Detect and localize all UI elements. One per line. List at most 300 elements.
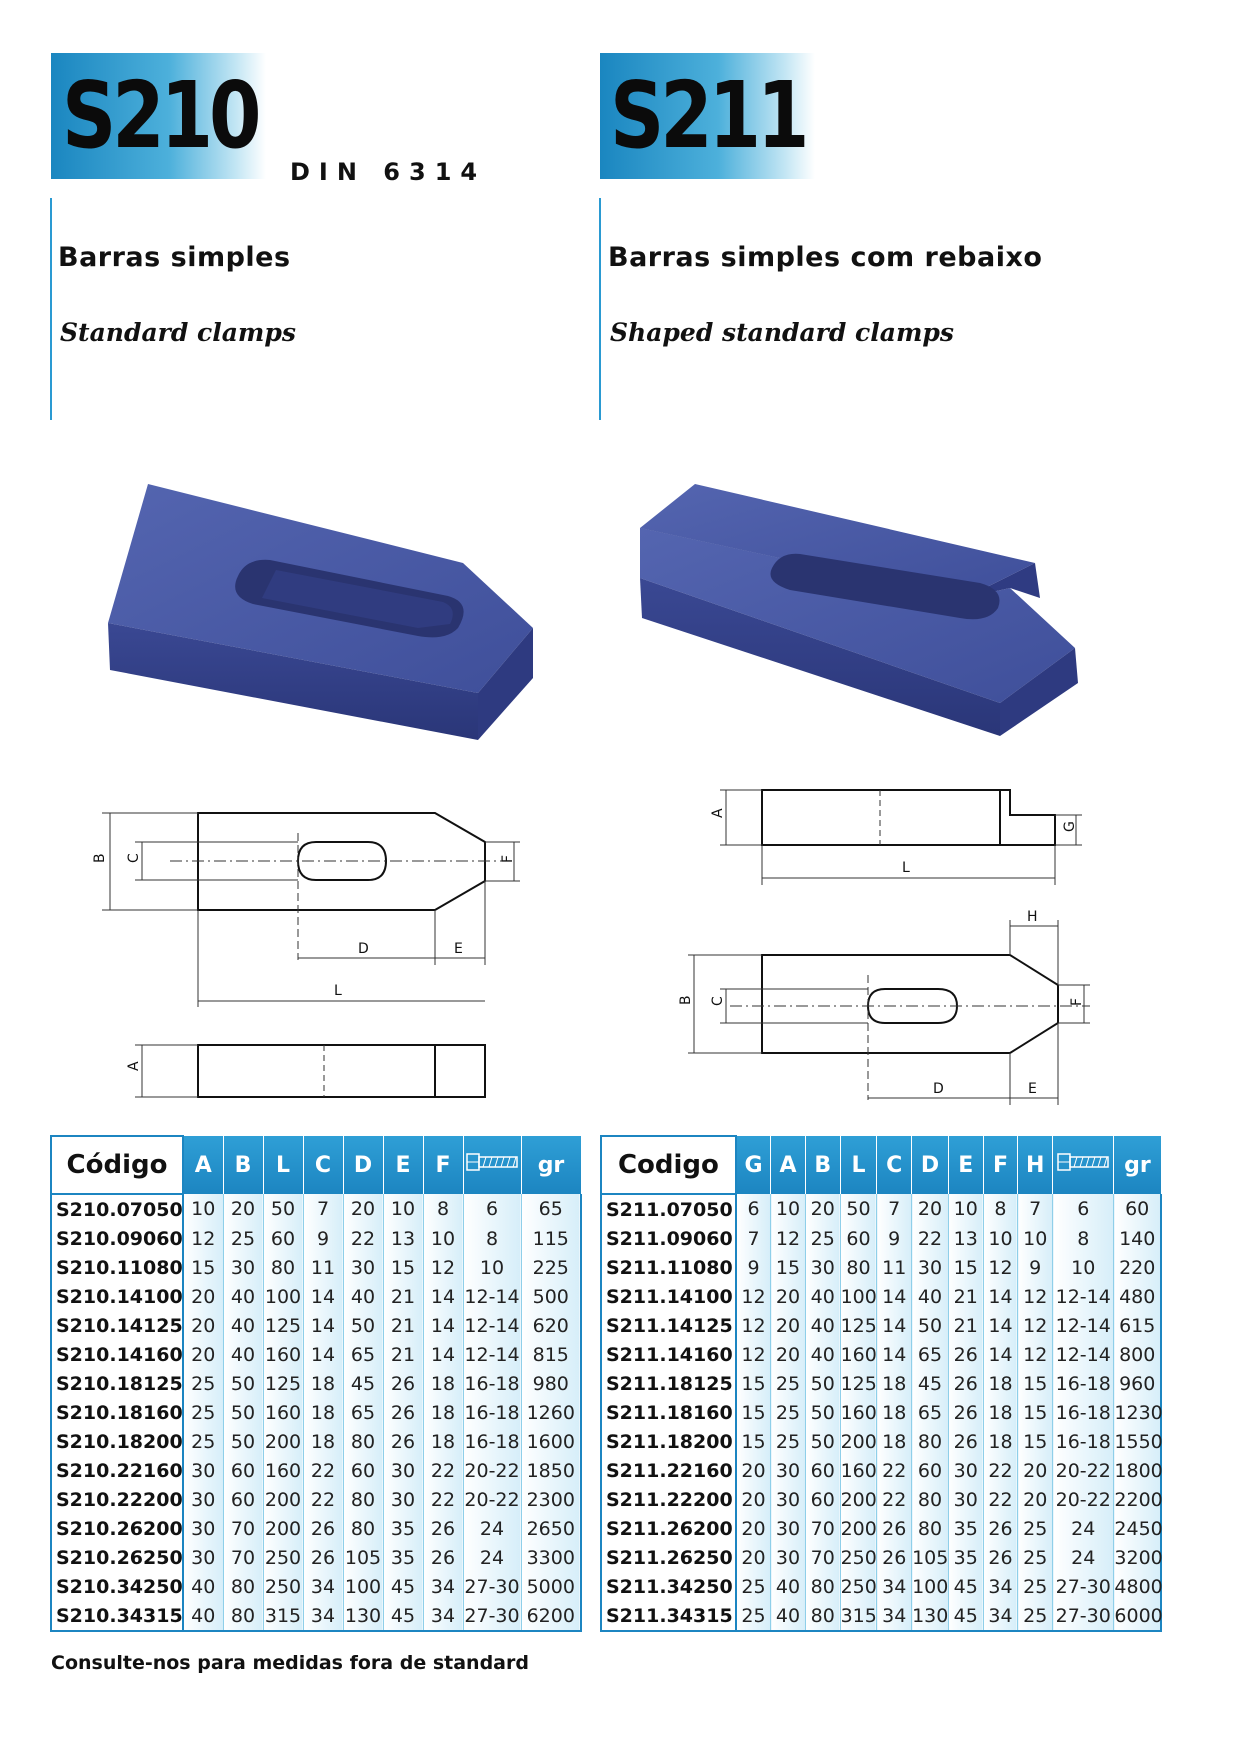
table-row	[601, 1427, 1161, 1456]
table-cell: 60	[1114, 1194, 1161, 1224]
column-header: G	[736, 1136, 771, 1194]
dim-b-label: B	[92, 853, 108, 863]
table-row	[51, 1398, 581, 1427]
s211-code: S211	[610, 62, 806, 169]
table-cell: 16-18	[463, 1369, 521, 1398]
table-cell: 60	[343, 1456, 383, 1485]
table-cell: 26	[877, 1543, 912, 1572]
table-cell: 26	[303, 1514, 343, 1543]
table-cell: 6	[1053, 1194, 1114, 1224]
table-cell: 22	[423, 1485, 463, 1514]
table-cell: 14	[877, 1340, 912, 1369]
table-cell: 26	[948, 1340, 983, 1369]
table-cell: 14	[983, 1311, 1018, 1340]
product-code-cell: S211.18200	[601, 1427, 736, 1456]
table-cell: 100	[840, 1282, 877, 1311]
s210-technical-drawing	[90, 785, 540, 1105]
table-cell: 15	[736, 1427, 771, 1456]
dim-e-label: E	[454, 941, 463, 957]
table-cell: 315	[263, 1601, 303, 1631]
table-cell: 800	[1114, 1340, 1161, 1369]
table-row	[51, 1456, 581, 1485]
table-cell: 160	[840, 1456, 877, 1485]
table-cell: 25	[1018, 1601, 1053, 1631]
table-cell: 27-30	[1053, 1601, 1114, 1631]
product-code-cell: S211.22200	[601, 1485, 736, 1514]
product-code-cell: S210.14100	[51, 1282, 183, 1311]
column-header: B	[805, 1136, 840, 1194]
table-cell: 35	[948, 1543, 983, 1572]
table-cell: 15	[383, 1253, 423, 1282]
table-cell: 20	[183, 1340, 223, 1369]
table-cell: 25	[805, 1224, 840, 1253]
table-cell: 200	[840, 1427, 877, 1456]
product-code-cell: S211.34315	[601, 1601, 736, 1631]
table-cell: 45	[383, 1601, 423, 1631]
dim-d-label: D	[933, 1081, 944, 1097]
product-code-cell: S211.18160	[601, 1398, 736, 1427]
table-cell: 10	[1018, 1224, 1053, 1253]
product-code-cell: S210.26200	[51, 1514, 183, 1543]
dim-a-label: A	[126, 1061, 142, 1071]
table-cell: 12-14	[1053, 1282, 1114, 1311]
table-cell: 11	[303, 1253, 343, 1282]
table-cell: 14	[983, 1282, 1018, 1311]
table-cell: 12	[1018, 1282, 1053, 1311]
table-cell: 160	[840, 1398, 877, 1427]
table-cell: 14	[877, 1282, 912, 1311]
table-cell: 34	[877, 1572, 912, 1601]
table-cell: 12	[423, 1253, 463, 1282]
table-cell: 30	[383, 1456, 423, 1485]
table-cell: 1230	[1114, 1398, 1161, 1427]
right-divider	[599, 198, 601, 420]
table-cell: 40	[805, 1311, 840, 1340]
product-code-cell: S211.26200	[601, 1514, 736, 1543]
table-cell: 20	[771, 1340, 806, 1369]
left-divider	[50, 198, 52, 420]
table-cell: 40	[183, 1572, 223, 1601]
table-cell: 125	[840, 1369, 877, 1398]
column-header: L	[840, 1136, 877, 1194]
table-cell: 7	[736, 1224, 771, 1253]
table-cell: 45	[912, 1369, 949, 1398]
bolt-column-header	[1053, 1136, 1114, 1194]
table-cell: 250	[840, 1543, 877, 1572]
code-column-header: Codigo	[601, 1136, 736, 1194]
table-cell: 2300	[521, 1485, 581, 1514]
table-cell: 6	[463, 1194, 521, 1224]
product-code-cell: S210.18160	[51, 1398, 183, 1427]
table-cell: 12-14	[463, 1311, 521, 1340]
table-cell: 30	[183, 1485, 223, 1514]
table-cell: 34	[983, 1572, 1018, 1601]
table-cell: 21	[383, 1282, 423, 1311]
table-cell: 12	[1018, 1340, 1053, 1369]
table-row	[601, 1224, 1161, 1253]
table-cell: 10	[383, 1194, 423, 1224]
table-row	[51, 1572, 581, 1601]
table-cell: 60	[912, 1456, 949, 1485]
table-cell: 60	[223, 1485, 263, 1514]
table-cell: 25	[223, 1224, 263, 1253]
table-cell: 15	[736, 1369, 771, 1398]
table-cell: 8	[1053, 1224, 1114, 1253]
table-cell: 35	[383, 1514, 423, 1543]
table-cell: 80	[912, 1485, 949, 1514]
table-cell: 105	[912, 1543, 949, 1572]
table-cell: 10	[948, 1194, 983, 1224]
table-cell: 40	[223, 1282, 263, 1311]
table-cell: 250	[263, 1572, 303, 1601]
table-cell: 3200	[1114, 1543, 1161, 1572]
table-cell: 160	[263, 1456, 303, 1485]
table-cell: 15	[948, 1253, 983, 1282]
table-cell: 160	[263, 1340, 303, 1369]
dim-a-label: A	[710, 808, 726, 818]
table-cell: 15	[736, 1398, 771, 1427]
table-cell: 30	[771, 1485, 806, 1514]
product-code-cell: S210.07050	[51, 1194, 183, 1224]
table-row	[51, 1514, 581, 1543]
table-cell: 30	[183, 1514, 223, 1543]
table-cell: 12-14	[1053, 1311, 1114, 1340]
table-cell: 22	[343, 1224, 383, 1253]
column-header: E	[383, 1136, 423, 1194]
table-cell: 9	[303, 1224, 343, 1253]
table-cell: 10	[771, 1194, 806, 1224]
table-cell: 200	[263, 1514, 303, 1543]
table-cell: 12-14	[1053, 1340, 1114, 1369]
table-cell: 22	[983, 1456, 1018, 1485]
table-cell: 25	[1018, 1543, 1053, 1572]
product-code-cell: S210.22160	[51, 1456, 183, 1485]
table-row	[601, 1572, 1161, 1601]
table-cell: 25	[736, 1601, 771, 1631]
table-cell: 35	[948, 1514, 983, 1543]
table-cell: 20-22	[463, 1456, 521, 1485]
table-cell: 18	[303, 1369, 343, 1398]
table-row	[51, 1253, 581, 1282]
table-cell: 20	[805, 1194, 840, 1224]
table-cell: 9	[1018, 1253, 1053, 1282]
s211-spec-table	[600, 1135, 1162, 1632]
product-code-cell: S211.14125	[601, 1311, 736, 1340]
table-cell: 30	[383, 1485, 423, 1514]
table-cell: 2650	[521, 1514, 581, 1543]
product-code-cell: S211.14160	[601, 1340, 736, 1369]
table-cell: 30	[771, 1456, 806, 1485]
table-cell: 25	[771, 1369, 806, 1398]
table-cell: 25	[1018, 1514, 1053, 1543]
table-cell: 40	[912, 1282, 949, 1311]
table-cell: 34	[423, 1601, 463, 1631]
table-cell: 20	[736, 1543, 771, 1572]
table-cell: 200	[840, 1485, 877, 1514]
table-row	[601, 1514, 1161, 1543]
table-cell: 30	[223, 1253, 263, 1282]
weight-column-header: gr	[1114, 1136, 1161, 1194]
column-header: C	[303, 1136, 343, 1194]
table-cell: 14	[983, 1340, 1018, 1369]
table-cell: 6200	[521, 1601, 581, 1631]
table-row	[601, 1340, 1161, 1369]
bolt-icon	[466, 1151, 518, 1173]
table-cell: 34	[303, 1601, 343, 1631]
table-cell: 16-18	[1053, 1398, 1114, 1427]
table-cell: 25	[183, 1427, 223, 1456]
dim-l-label: L	[334, 983, 342, 999]
table-cell: 26	[948, 1398, 983, 1427]
table-cell: 18	[423, 1427, 463, 1456]
s210-code: S210	[62, 62, 258, 169]
table-cell: 200	[263, 1427, 303, 1456]
table-row	[51, 1543, 581, 1572]
table-cell: 60	[263, 1224, 303, 1253]
dim-h-label: H	[1027, 909, 1038, 925]
product-code-cell: S210.14160	[51, 1340, 183, 1369]
table-row	[51, 1224, 581, 1253]
table-cell: 1800	[1114, 1456, 1161, 1485]
table-cell: 12	[183, 1224, 223, 1253]
dim-g-label: G	[1062, 821, 1078, 832]
table-cell: 315	[840, 1601, 877, 1631]
table-cell: 2200	[1114, 1485, 1161, 1514]
table-cell: 50	[840, 1194, 877, 1224]
dim-d-label: D	[358, 941, 369, 957]
table-cell: 27-30	[463, 1572, 521, 1601]
table-cell: 4800	[1114, 1572, 1161, 1601]
table-cell: 20-22	[1053, 1456, 1114, 1485]
table-cell: 100	[263, 1282, 303, 1311]
table-cell: 25	[183, 1369, 223, 1398]
product-code-cell: S211.18125	[601, 1369, 736, 1398]
table-cell: 250	[840, 1572, 877, 1601]
table-cell: 50	[223, 1427, 263, 1456]
table-cell: 21	[948, 1311, 983, 1340]
footer-note: Consulte-nos para medidas fora de standard	[51, 1652, 529, 1674]
table-cell: 12-14	[463, 1282, 521, 1311]
s211-title-en: Shaped standard clamps	[610, 318, 954, 347]
table-cell: 960	[1114, 1369, 1161, 1398]
table-cell: 18	[423, 1369, 463, 1398]
table-cell: 12	[736, 1311, 771, 1340]
table-cell: 14	[303, 1340, 343, 1369]
table-cell: 18	[983, 1369, 1018, 1398]
table-cell: 34	[983, 1601, 1018, 1631]
table-cell: 22	[303, 1456, 343, 1485]
s211-title-pt: Barras simples com rebaixo	[608, 242, 1043, 273]
table-row	[51, 1340, 581, 1369]
table-cell: 26	[877, 1514, 912, 1543]
table-cell: 34	[877, 1601, 912, 1631]
column-header: A	[183, 1136, 223, 1194]
table-cell: 80	[912, 1514, 949, 1543]
table-row	[601, 1398, 1161, 1427]
table-cell: 24	[463, 1514, 521, 1543]
table-cell: 14	[303, 1311, 343, 1340]
table-row	[601, 1601, 1161, 1631]
s210-title-pt: Barras simples	[58, 242, 291, 273]
table-cell: 815	[521, 1340, 581, 1369]
table-cell: 12	[736, 1282, 771, 1311]
table-cell: 20	[1018, 1456, 1053, 1485]
table-cell: 25	[771, 1427, 806, 1456]
table-cell: 65	[343, 1398, 383, 1427]
column-header: F	[423, 1136, 463, 1194]
table-cell: 18	[303, 1427, 343, 1456]
product-code-cell: S211.34250	[601, 1572, 736, 1601]
table-cell: 14	[303, 1282, 343, 1311]
table-cell: 24	[1053, 1543, 1114, 1572]
table-cell: 30	[771, 1543, 806, 1572]
table-cell: 80	[840, 1253, 877, 1282]
column-header: B	[223, 1136, 263, 1194]
table-cell: 40	[223, 1340, 263, 1369]
table-cell: 100	[912, 1572, 949, 1601]
table-cell: 20	[223, 1194, 263, 1224]
table-cell: 225	[521, 1253, 581, 1282]
table-cell: 26	[383, 1369, 423, 1398]
table-cell: 14	[877, 1311, 912, 1340]
table-header-row	[51, 1136, 581, 1194]
table-cell: 20-22	[463, 1485, 521, 1514]
table-row	[51, 1311, 581, 1340]
table-cell: 10	[463, 1253, 521, 1282]
product-code-cell: S210.18125	[51, 1369, 183, 1398]
table-row	[601, 1369, 1161, 1398]
table-row	[601, 1253, 1161, 1282]
table-cell: 27-30	[463, 1601, 521, 1631]
table-cell: 13	[948, 1224, 983, 1253]
table-cell: 70	[223, 1514, 263, 1543]
product-code-cell: S211.22160	[601, 1456, 736, 1485]
table-cell: 8	[423, 1194, 463, 1224]
table-cell: 160	[840, 1340, 877, 1369]
table-cell: 25	[1018, 1572, 1053, 1601]
table-cell: 220	[1114, 1253, 1161, 1282]
table-cell: 80	[223, 1601, 263, 1631]
table-cell: 100	[343, 1572, 383, 1601]
table-cell: 105	[343, 1543, 383, 1572]
table-cell: 45	[948, 1572, 983, 1601]
table-cell: 30	[805, 1253, 840, 1282]
table-cell: 80	[343, 1485, 383, 1514]
product-code-cell: S210.34315	[51, 1601, 183, 1631]
column-header: H	[1018, 1136, 1053, 1194]
product-code-cell: S210.34250	[51, 1572, 183, 1601]
bolt-icon	[1057, 1151, 1109, 1173]
table-cell: 80	[263, 1253, 303, 1282]
table-cell: 20	[183, 1282, 223, 1311]
table-cell: 20	[771, 1282, 806, 1311]
table-cell: 40	[183, 1601, 223, 1631]
table-cell: 50	[805, 1398, 840, 1427]
table-cell: 35	[383, 1543, 423, 1572]
table-cell: 1260	[521, 1398, 581, 1427]
table-cell: 13	[383, 1224, 423, 1253]
table-cell: 65	[912, 1398, 949, 1427]
table-cell: 20	[183, 1311, 223, 1340]
table-cell: 50	[223, 1398, 263, 1427]
dim-c-label: C	[126, 853, 142, 863]
table-cell: 200	[840, 1514, 877, 1543]
table-row	[51, 1427, 581, 1456]
table-cell: 60	[840, 1224, 877, 1253]
table-cell: 14	[423, 1311, 463, 1340]
table-cell: 140	[1114, 1224, 1161, 1253]
table-cell: 50	[912, 1311, 949, 1340]
table-cell: 20	[771, 1311, 806, 1340]
table-row	[601, 1282, 1161, 1311]
table-cell: 480	[1114, 1282, 1161, 1311]
table-cell: 65	[912, 1340, 949, 1369]
table-cell: 26	[383, 1427, 423, 1456]
table-cell: 30	[183, 1543, 223, 1572]
table-cell: 24	[463, 1543, 521, 1572]
table-cell: 1600	[521, 1427, 581, 1456]
table-cell: 20	[736, 1485, 771, 1514]
weight-column-header: gr	[521, 1136, 581, 1194]
product-code-cell: S210.18200	[51, 1427, 183, 1456]
table-cell: 30	[343, 1253, 383, 1282]
table-cell: 12	[1018, 1311, 1053, 1340]
table-cell: 26	[983, 1514, 1018, 1543]
table-cell: 15	[183, 1253, 223, 1282]
table-cell: 6000	[1114, 1601, 1161, 1631]
table-cell: 10	[983, 1224, 1018, 1253]
table-cell: 80	[805, 1601, 840, 1631]
table-cell: 7	[1018, 1194, 1053, 1224]
table-cell: 125	[263, 1311, 303, 1340]
product-code-cell: S211.07050	[601, 1194, 736, 1224]
table-cell: 250	[263, 1543, 303, 1572]
table-cell: 12	[983, 1253, 1018, 1282]
table-row	[601, 1456, 1161, 1485]
table-cell: 80	[912, 1427, 949, 1456]
table-row	[51, 1601, 581, 1631]
table-cell: 8	[983, 1194, 1018, 1224]
table-cell: 22	[423, 1456, 463, 1485]
table-cell: 60	[223, 1456, 263, 1485]
table-cell: 80	[223, 1572, 263, 1601]
code-column-header: Código	[51, 1136, 183, 1194]
table-cell: 14	[423, 1282, 463, 1311]
product-code-cell: S210.14125	[51, 1311, 183, 1340]
column-header: D	[912, 1136, 949, 1194]
table-cell: 30	[948, 1456, 983, 1485]
s210-clamp-image	[48, 478, 548, 768]
table-cell: 22	[877, 1456, 912, 1485]
table-cell: 18	[983, 1398, 1018, 1427]
table-cell: 22	[983, 1485, 1018, 1514]
table-cell: 65	[521, 1194, 581, 1224]
table-cell: 26	[423, 1514, 463, 1543]
table-cell: 130	[343, 1601, 383, 1631]
table-cell: 12-14	[463, 1340, 521, 1369]
table-cell: 26	[423, 1543, 463, 1572]
table-cell: 22	[912, 1224, 949, 1253]
table-row	[601, 1194, 1161, 1224]
table-cell: 50	[805, 1369, 840, 1398]
table-cell: 80	[343, 1427, 383, 1456]
table-cell: 16-18	[463, 1398, 521, 1427]
column-header: A	[771, 1136, 806, 1194]
table-cell: 21	[948, 1282, 983, 1311]
table-cell: 45	[948, 1601, 983, 1631]
table-cell: 115	[521, 1224, 581, 1253]
dim-f-label: F	[1069, 997, 1085, 1006]
